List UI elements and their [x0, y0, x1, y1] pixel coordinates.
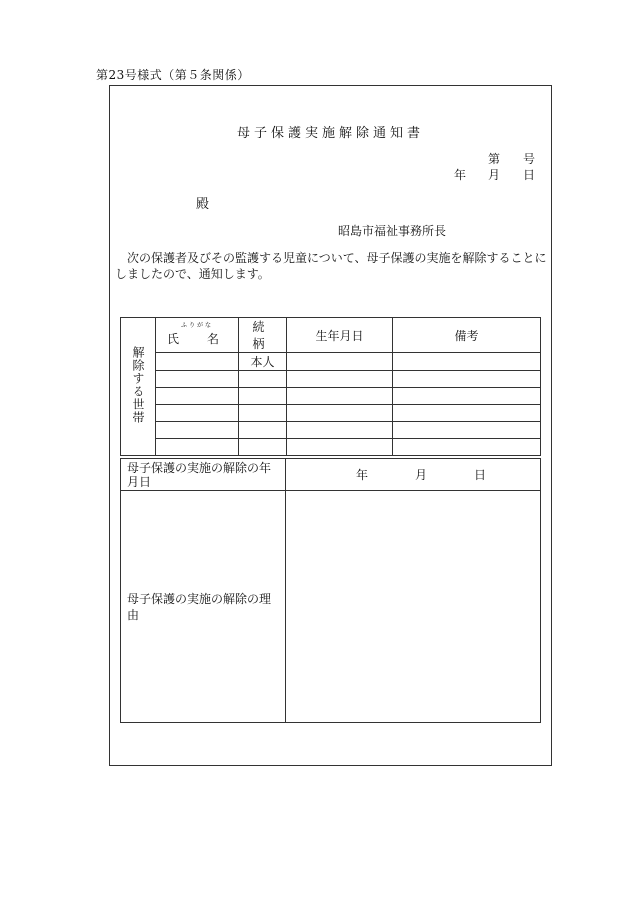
cell-relationship[interactable]: [239, 371, 287, 388]
notice-body-text: 次の保護者及びその監護する児童について、母子保護の実施を解除することにしましたので、通知します。: [115, 251, 547, 281]
cell-relationship[interactable]: [239, 405, 287, 422]
form-number-label: 第23号様式（第５条関係）: [96, 68, 250, 82]
cell-remarks[interactable]: [393, 388, 541, 405]
section-label: 解除する世帯: [131, 346, 145, 424]
table-row: [121, 388, 541, 405]
release-date-field[interactable]: [286, 459, 541, 491]
table-row: [121, 371, 541, 388]
household-table: [120, 317, 541, 456]
cell-relationship[interactable]: [239, 439, 287, 456]
release-date-label: 母子保護の実施の解除の年月日: [121, 459, 286, 491]
cell-birthdate[interactable]: [287, 405, 393, 422]
header-birthdate: 生年月日: [287, 318, 393, 353]
release-reason-field[interactable]: [286, 491, 541, 723]
table-row: [121, 405, 541, 422]
cell-name[interactable]: [156, 388, 239, 405]
cell-name[interactable]: [156, 422, 239, 439]
table-row: [121, 422, 541, 439]
cell-remarks[interactable]: [393, 353, 541, 371]
release-date-day: 日: [474, 468, 487, 482]
number-dai: 第: [488, 152, 501, 166]
release-date-year: 年: [356, 468, 369, 482]
issue-date-month: 月: [488, 168, 501, 182]
release-reason-label: 母子保護の実施の解除の理由: [121, 491, 286, 723]
issuer-name: 昭島市福祉事務所長: [338, 224, 447, 238]
cell-remarks[interactable]: [393, 405, 541, 422]
header-name: [156, 318, 239, 353]
header-remarks: 備考: [393, 318, 541, 353]
document-title: 母子保護実施解除通知書: [236, 126, 424, 141]
cell-birthdate[interactable]: [287, 353, 393, 371]
cell-birthdate[interactable]: [287, 439, 393, 456]
cell-birthdate[interactable]: [287, 371, 393, 388]
cell-name[interactable]: [156, 371, 239, 388]
cell-name[interactable]: [156, 405, 239, 422]
furigana-label: ふりがな: [180, 322, 213, 329]
cell-relationship[interactable]: [239, 422, 287, 439]
cell-remarks[interactable]: [393, 371, 541, 388]
cell-name[interactable]: [156, 439, 239, 456]
cell-birthdate[interactable]: [287, 422, 393, 439]
header-name-label: 氏 名: [166, 332, 227, 346]
cell-name[interactable]: [156, 353, 239, 371]
table-row: [121, 353, 541, 371]
addressee-suffix: 殿: [196, 197, 210, 212]
cell-remarks[interactable]: [393, 422, 541, 439]
table-row: [121, 439, 541, 456]
cell-remarks[interactable]: [393, 439, 541, 456]
issue-date-year: 年: [454, 168, 467, 182]
cell-birthdate[interactable]: [287, 388, 393, 405]
header-relationship: 続 柄: [239, 318, 287, 353]
release-date-month: 月: [415, 468, 428, 482]
cell-relationship[interactable]: [239, 388, 287, 405]
issue-date-day: 日: [523, 168, 536, 182]
release-table: [120, 458, 541, 723]
section-label-cell: [121, 318, 156, 456]
cell-relationship[interactable]: 本人: [239, 353, 287, 371]
number-go: 号: [523, 152, 536, 166]
